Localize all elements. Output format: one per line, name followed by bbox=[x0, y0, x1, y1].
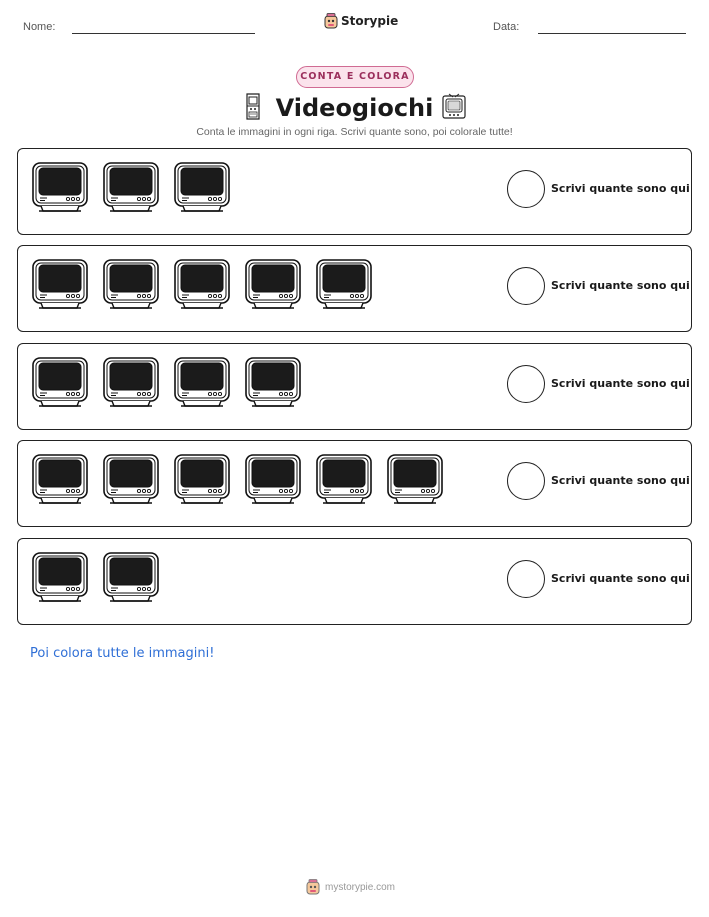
retro-tv-icon[interactable] bbox=[244, 258, 302, 314]
retro-tv-icon[interactable] bbox=[31, 453, 89, 509]
tv-group bbox=[31, 453, 444, 509]
tv-group bbox=[31, 356, 302, 412]
answer-circle[interactable] bbox=[507, 560, 545, 598]
counting-row-5 bbox=[17, 538, 692, 625]
activity-badge: CONTA E COLORA bbox=[296, 66, 414, 88]
answer-circle[interactable] bbox=[507, 267, 545, 305]
counting-row-4 bbox=[17, 440, 692, 527]
retro-tv-icon bbox=[441, 93, 467, 125]
retro-tv-icon[interactable] bbox=[102, 258, 160, 314]
title-row bbox=[0, 90, 709, 126]
worksheet-header bbox=[0, 0, 709, 50]
retro-tv-icon[interactable] bbox=[173, 356, 231, 412]
retro-tv-icon[interactable] bbox=[31, 161, 89, 217]
retro-tv-icon[interactable] bbox=[386, 453, 444, 509]
answer-circle[interactable] bbox=[507, 365, 545, 403]
counting-row-2 bbox=[17, 245, 692, 332]
answer-label: Scrivi quante sono qui bbox=[551, 572, 690, 585]
name-label: Nome: bbox=[23, 21, 56, 33]
retro-tv-icon[interactable] bbox=[315, 453, 373, 509]
brand-name: Storypie bbox=[341, 14, 399, 28]
retro-tv-icon[interactable] bbox=[102, 453, 160, 509]
answer-label: Scrivi quante sono qui bbox=[551, 377, 690, 390]
date-label: Data: bbox=[493, 21, 520, 33]
page-title: Videogiochi bbox=[275, 94, 434, 122]
retro-tv-icon[interactable] bbox=[31, 356, 89, 412]
instructions: Conta le immagini in ogni riga. Scrivi quante sono, poi colorale tutte! bbox=[196, 126, 513, 138]
storypie-logo-icon bbox=[306, 879, 320, 895]
tv-group bbox=[31, 258, 373, 314]
counting-row-3 bbox=[17, 343, 692, 430]
date-field-line[interactable] bbox=[538, 33, 686, 34]
brand-logo bbox=[324, 13, 398, 29]
retro-tv-icon[interactable] bbox=[173, 161, 231, 217]
storypie-logo-icon bbox=[324, 13, 338, 29]
retro-tv-icon[interactable] bbox=[31, 258, 89, 314]
answer-circle[interactable] bbox=[507, 462, 545, 500]
counting-row-1 bbox=[17, 148, 692, 235]
answer-label: Scrivi quante sono qui bbox=[551, 279, 690, 292]
answer-circle[interactable] bbox=[507, 170, 545, 208]
retro-tv-icon[interactable] bbox=[31, 551, 89, 607]
answer-label: Scrivi quante sono qui bbox=[551, 182, 690, 195]
retro-tv-icon[interactable] bbox=[173, 453, 231, 509]
retro-tv-icon[interactable] bbox=[244, 453, 302, 509]
name-field-line[interactable] bbox=[72, 33, 255, 34]
retro-tv-icon[interactable] bbox=[244, 356, 302, 412]
retro-tv-icon[interactable] bbox=[315, 258, 373, 314]
coloring-instruction: Poi colora tutte le immagini! bbox=[30, 646, 215, 661]
retro-tv-icon[interactable] bbox=[173, 258, 231, 314]
retro-tv-icon[interactable] bbox=[102, 551, 160, 607]
tv-group bbox=[31, 551, 160, 607]
answer-label: Scrivi quante sono qui bbox=[551, 474, 690, 487]
tv-group bbox=[31, 161, 231, 217]
retro-tv-icon[interactable] bbox=[102, 161, 160, 217]
footer-url: mystorypie.com bbox=[325, 881, 396, 893]
footer-brand bbox=[306, 879, 395, 895]
retro-tv-icon[interactable] bbox=[102, 356, 160, 412]
